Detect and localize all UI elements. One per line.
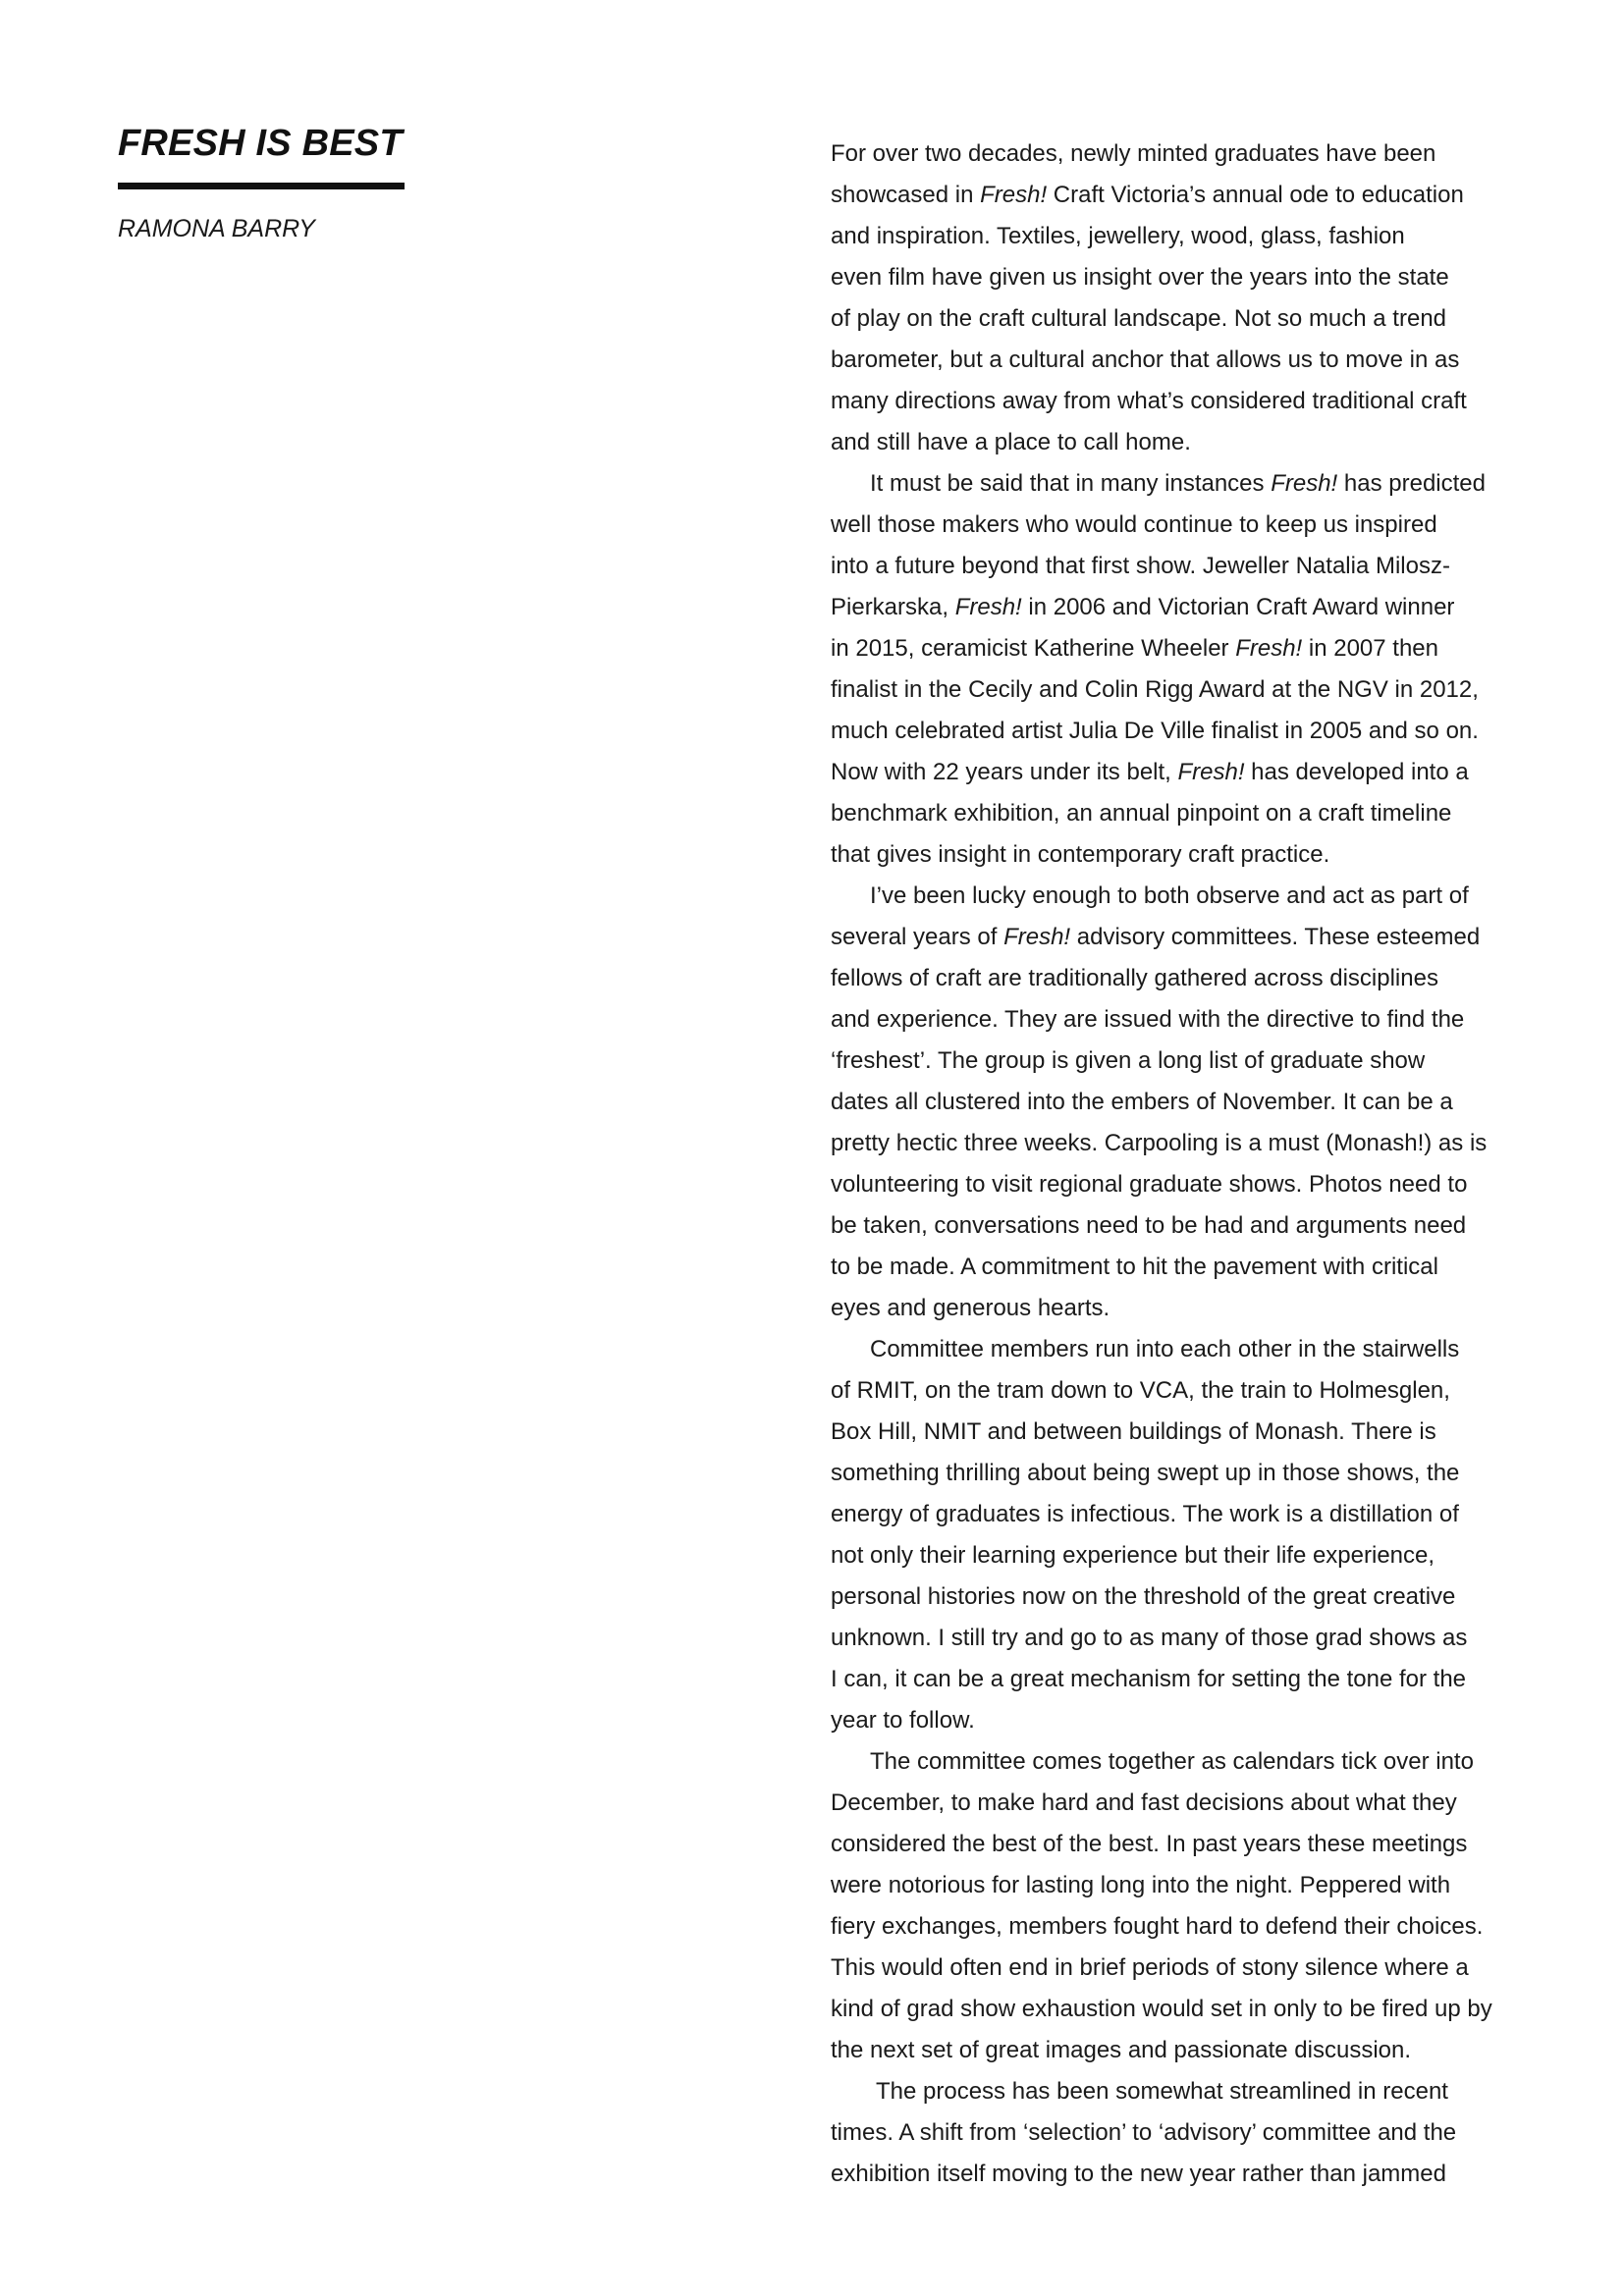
body-line: eyes and generous hearts. bbox=[831, 1295, 1110, 1321]
body-line: personal histories now on the threshold of the great creative bbox=[831, 1583, 1456, 1610]
body-line: energy of graduates is infectious. The work is a distillation of bbox=[831, 1501, 1459, 1527]
emphasis-fresh: Fresh! bbox=[980, 182, 1048, 208]
emphasis-fresh: Fresh! bbox=[1177, 759, 1245, 785]
body-line: well those makers who would continue to keep us inspired bbox=[831, 511, 1437, 538]
body-line: much celebrated artist Julia De Ville finalist in 2005 and so on. bbox=[831, 718, 1479, 744]
body-line: year to follow. bbox=[831, 1707, 975, 1734]
body-line: several years of Fresh! advisory committees. These esteemed bbox=[831, 924, 1481, 950]
body-line: were notorious for lasting long into the night. Peppered with bbox=[831, 1872, 1451, 1898]
body-line: of play on the craft cultural landscape. Not so much a trend bbox=[831, 305, 1447, 332]
body-line: and experience. They are issued with the directive to find the bbox=[831, 1006, 1465, 1033]
body-line: that gives insight in contemporary craft practice. bbox=[831, 841, 1330, 868]
body-line: pretty hectic three weeks. Carpooling is a must (Monash!) as is bbox=[831, 1130, 1488, 1156]
body-line: unknown. I still try and go to as many of those grad shows as bbox=[831, 1625, 1468, 1651]
body-line: not only their learning experience but their life experience, bbox=[831, 1542, 1435, 1569]
body-line: even film have given us insight over the years into the state bbox=[831, 264, 1449, 291]
body-line: exhibition itself moving to the new year rather than jammed bbox=[831, 2161, 1446, 2187]
body-line: ‘freshest’. The group is given a long list of graduate show bbox=[831, 1047, 1426, 1074]
body-line: and still have a place to call home. bbox=[831, 429, 1191, 455]
body-line-paragraph-start: Committee members run into each other in the stairwells bbox=[870, 1336, 1460, 1362]
body-line: benchmark exhibition, an annual pinpoint on a craft timeline bbox=[831, 800, 1452, 827]
body-line: to be made. A commitment to hit the pavement with critical bbox=[831, 1254, 1438, 1280]
body-line: volunteering to visit regional graduate shows. Photos need to bbox=[831, 1171, 1468, 1198]
article-author: RAMONA BARRY bbox=[118, 215, 315, 242]
body-line: many directions away from what’s considered traditional craft bbox=[831, 388, 1467, 414]
body-line: fellows of craft are traditionally gathered across disciplines bbox=[831, 965, 1438, 991]
body-line: Pierkarska, Fresh! in 2006 and Victorian Craft Award winner bbox=[831, 594, 1455, 620]
body-line-paragraph-start: The process has been somewhat streamlined in recent bbox=[876, 2078, 1448, 2105]
body-line: showcased in Fresh! Craft Victoria’s annual ode to education bbox=[831, 182, 1464, 208]
emphasis-fresh: Fresh! bbox=[954, 594, 1022, 620]
body-line: considered the best of the best. In past years these meetings bbox=[831, 1831, 1468, 1857]
body-line: times. A shift from ‘selection’ to ‘advisory’ committee and the bbox=[831, 2119, 1457, 2146]
article-title: FRESH IS BEST bbox=[118, 123, 403, 164]
body-line-paragraph-start: I’ve been lucky enough to both observe and act as part of bbox=[870, 882, 1469, 909]
body-line: the next set of great images and passionate discussion. bbox=[831, 2037, 1412, 2063]
body-line: kind of grad show exhaustion would set in only to be fired up by bbox=[831, 1996, 1492, 2022]
body-line: Box Hill, NMIT and between buildings of Monash. There is bbox=[831, 1418, 1436, 1445]
body-line: be taken, conversations need to be had and arguments need bbox=[831, 1212, 1467, 1239]
article-body bbox=[831, 133, 1530, 2195]
body-line: fiery exchanges, members fought hard to defend their choices. bbox=[831, 1913, 1484, 1940]
body-line: finalist in the Cecily and Colin Rigg Award at the NGV in 2012, bbox=[831, 676, 1479, 703]
body-line: of RMIT, on the tram down to VCA, the train to Holmesglen, bbox=[831, 1377, 1450, 1404]
body-line: dates all clustered into the embers of November. It can be a bbox=[831, 1089, 1453, 1115]
emphasis-fresh: Fresh! bbox=[1235, 635, 1303, 662]
body-line: This would often end in brief periods of stony silence where a bbox=[831, 1954, 1469, 1981]
body-line-paragraph-start: The committee comes together as calendars tick over into bbox=[870, 1748, 1474, 1775]
body-line: Now with 22 years under its belt, Fresh! has developed into a bbox=[831, 759, 1469, 785]
article-header bbox=[118, 120, 530, 244]
body-line: in 2015, ceramicist Katherine Wheeler Fresh! in 2007 then bbox=[831, 635, 1439, 662]
body-line: I can, it can be a great mechanism for setting the tone for the bbox=[831, 1666, 1467, 1692]
emphasis-fresh: Fresh! bbox=[1003, 924, 1071, 950]
body-line: into a future beyond that first show. Jeweller Natalia Milosz- bbox=[831, 553, 1450, 579]
body-line: barometer, but a cultural anchor that allows us to move in as bbox=[831, 347, 1460, 373]
body-line: December, to make hard and fast decisions about what they bbox=[831, 1789, 1457, 1816]
body-line: and inspiration. Textiles, jewellery, wood, glass, fashion bbox=[831, 223, 1405, 249]
body-line: For over two decades, newly minted graduates have been bbox=[831, 140, 1436, 167]
emphasis-fresh: Fresh! bbox=[1271, 470, 1338, 497]
body-line: something thrilling about being swept up in those shows, the bbox=[831, 1460, 1460, 1486]
body-line-paragraph-start: It must be said that in many instances Fresh! has predicted bbox=[870, 470, 1486, 497]
title-underline-rule bbox=[118, 183, 405, 189]
